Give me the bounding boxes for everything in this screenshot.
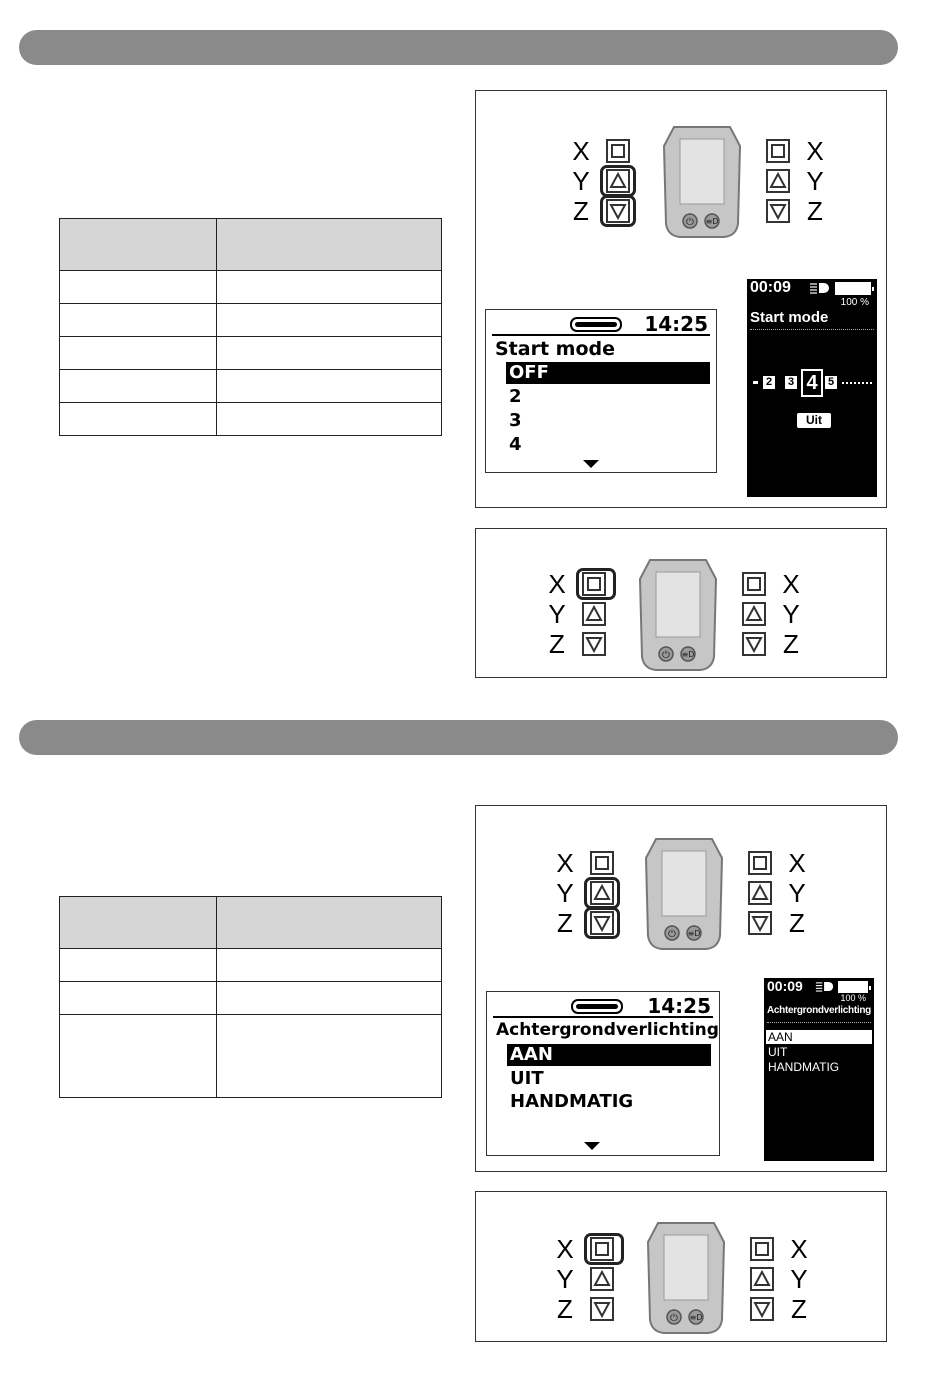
color-screen-start-mode [747,279,877,497]
right-control-x [750,1234,820,1264]
menu-item[interactable]: HANDMATIG [768,1060,840,1074]
button-label-z: Z [557,908,573,938]
battery-percent: 100 % [840,993,866,1003]
left-control-z [568,196,638,226]
down-button-icon[interactable] [606,199,630,223]
menu-item[interactable]: 4 [509,434,522,455]
section-header-bar [19,720,898,755]
up-button-icon[interactable] [750,1267,774,1291]
display-device-icon [646,1220,726,1335]
table-row [60,982,442,1015]
level-3: 3 [785,376,797,389]
illustration-panel-confirm [475,528,887,678]
level-dots [842,382,872,384]
scroll-down-icon [584,1142,600,1150]
button-label-y: Y [806,166,824,196]
settings-table [59,896,442,1098]
up-button-icon[interactable] [766,169,790,193]
menu-item[interactable]: 2 [509,386,522,407]
left-control-x [544,569,614,599]
lcd-header [492,314,710,336]
battery-icon [838,981,868,993]
lcd-screen-backlight [486,991,720,1156]
menu-item[interactable]: UIT [768,1045,788,1059]
right-control-y [750,1264,820,1294]
lcd-title: Start mode [495,338,615,360]
menu-item-selected[interactable]: AAN [766,1030,872,1044]
left-control-y [552,1264,622,1294]
left-control-x [552,848,622,878]
button-label-y: Y [572,166,590,196]
up-button-icon[interactable] [748,881,772,905]
level-5: 5 [825,376,837,389]
svg-text:⏻: ⏻ [670,1313,678,1324]
divider [767,1022,871,1023]
up-button-icon[interactable] [742,602,766,626]
left-control-x [568,136,638,166]
battery-percent: 100 % [840,297,869,308]
left-control-z [552,908,622,938]
button-label-x: X [790,1234,808,1264]
lcd-clock: 14:25 [647,994,711,1018]
right-control-y [766,166,836,196]
right-control-z [750,1294,820,1324]
battery-icon [835,282,871,295]
right-control-x [748,848,818,878]
up-button-icon[interactable] [590,881,614,905]
right-control-z [766,196,836,226]
button-label-z: Z [783,629,799,659]
down-button-icon[interactable] [582,632,606,656]
menu-item[interactable]: 3 [509,410,522,431]
button-label-z: Z [549,629,565,659]
settings-table [59,218,442,436]
button-label-z: Z [573,196,589,226]
left-control-y [568,166,638,196]
table-header-row [60,897,442,949]
svg-text:≡D: ≡D [687,929,701,938]
square-button-icon[interactable] [590,1237,614,1261]
illustration-panel-backlight [475,805,887,1172]
up-button-icon[interactable] [582,602,606,626]
illustration-panel-start-mode [475,90,887,508]
table-row [60,271,442,304]
table-row [60,949,442,982]
up-button-icon[interactable] [606,169,630,193]
svg-text:≡D: ≡D [705,217,719,226]
button-label-y: Y [790,1264,808,1294]
svg-text:≡D: ≡D [689,1313,703,1322]
display-device-icon [662,124,742,239]
button-label-y: Y [788,878,806,908]
button-label-x: X [782,569,800,599]
section-header-bar [19,30,898,65]
scroll-down-icon [583,460,599,468]
menu-item-selected[interactable]: OFF [506,362,710,384]
down-button-icon[interactable] [742,632,766,656]
lcd-clock: 14:25 [644,312,708,336]
table-row [60,370,442,403]
button-label-z: Z [557,1294,573,1324]
button-label-z: Z [789,908,805,938]
battery-icon [571,999,623,1014]
menu-item-selected[interactable]: AAN [507,1044,711,1066]
square-button-icon[interactable] [750,1237,774,1261]
color-screen-backlight [764,978,874,1161]
button-label-x: X [572,136,590,166]
square-button-icon[interactable] [606,139,630,163]
down-button-icon[interactable] [590,911,614,935]
divider [750,329,874,330]
table-row [60,337,442,370]
right-control-y [742,599,812,629]
right-control-x [766,136,836,166]
button-label-y: Y [782,599,800,629]
left-control-z [544,629,614,659]
left-control-y [544,599,614,629]
color-screen-time: 00:09 [750,279,791,296]
right-control-x [742,569,812,599]
right-control-z [742,629,812,659]
color-screen-time: 00:09 [767,978,803,994]
left-control-z [552,1294,622,1324]
button-label-x: X [548,569,566,599]
square-button-icon[interactable] [582,572,606,596]
square-button-icon[interactable] [766,139,790,163]
battery-icon [570,317,622,332]
svg-text:⏻: ⏻ [686,217,694,228]
down-button-icon[interactable] [590,1297,614,1321]
button-label-y: Y [556,878,574,908]
down-button-icon[interactable] [766,199,790,223]
light-icon [809,282,831,294]
color-screen-title: Achtergrondverlichting [767,1005,871,1016]
table-row [60,403,442,436]
square-button-icon[interactable] [748,851,772,875]
right-control-y [748,878,818,908]
menu-item[interactable]: UIT [510,1068,544,1089]
illustration-panel-confirm [475,1191,887,1342]
button-label-x: X [788,848,806,878]
svg-text:⏻: ⏻ [662,650,670,661]
button-label-y: Y [556,1264,574,1294]
button-label-x: X [556,1234,574,1264]
square-button-icon[interactable] [742,572,766,596]
svg-text:≡D: ≡D [681,650,695,659]
display-device-icon [644,836,724,951]
svg-text:⏻: ⏻ [668,929,676,940]
light-icon [815,981,835,992]
square-button-icon[interactable] [590,851,614,875]
table-row [60,304,442,337]
lcd-screen-start-mode [485,309,717,473]
up-button-icon[interactable] [590,1267,614,1291]
display-device-icon [638,557,718,672]
table-header-row [60,219,442,271]
button-label-x: X [806,136,824,166]
button-label-z: Z [807,196,823,226]
lcd-title: Achtergrondverlichting [496,1020,719,1040]
menu-item[interactable]: HANDMATIG [510,1091,634,1112]
off-button[interactable]: Uit [797,413,831,428]
down-button-icon[interactable] [750,1297,774,1321]
level-dot [753,381,758,384]
level-2: 2 [763,376,775,389]
table-row [60,1015,442,1098]
lcd-header [493,996,713,1018]
level-4-active: 4 [801,369,823,397]
down-button-icon[interactable] [748,911,772,935]
button-label-x: X [556,848,574,878]
button-label-z: Z [791,1294,807,1324]
button-label-y: Y [548,599,566,629]
right-control-z [748,908,818,938]
color-screen-title: Start mode [750,309,829,326]
left-control-y [552,878,622,908]
left-control-x [552,1234,622,1264]
